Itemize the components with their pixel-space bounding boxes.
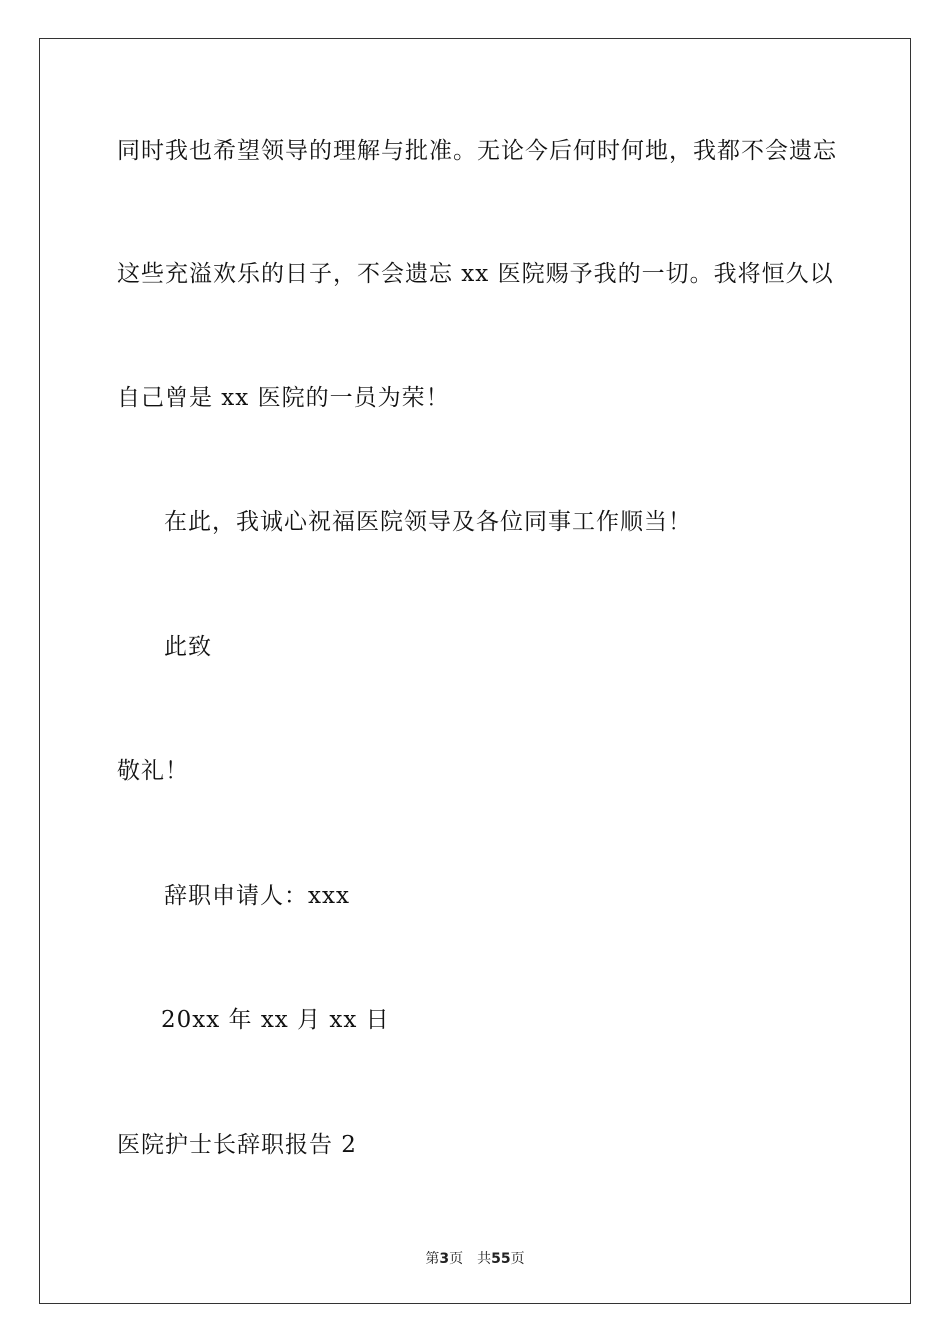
total-prefix: 共 [477,1251,492,1267]
closing-salutation: 此致 [164,634,212,660]
page-number: 3 [439,1251,450,1267]
blessing-paragraph: 在此，我诚心祝福医院领导及各位同事工作顺当！ [164,509,692,535]
body-text-line-1: 同时我也希望领导的理解与批准。无论今后何时何地，我都不会遗忘 [117,138,837,164]
closing-regards: 敬礼！ [117,758,189,784]
page-suffix: 页 [449,1251,464,1267]
total-suffix: 页 [510,1251,525,1267]
signature-applicant: 辞职申请人：xxx [164,883,350,909]
body-text-line-3: 自己曾是 xx 医院的一员为荣！ [117,385,450,411]
page-footer [0,1248,950,1268]
body-text-line-2: 这些充溢欢乐的日子，不会遗忘 xx 医院赐予我的一切。我将恒久以 [117,261,834,287]
page-border [39,38,911,1304]
signature-date: 20xx 年 xx 月 xx 日 [161,1007,390,1033]
page-prefix: 第 [425,1251,440,1267]
total-pages: 55 [491,1251,511,1267]
section-heading: 医院护士长辞职报告 2 [117,1132,357,1158]
